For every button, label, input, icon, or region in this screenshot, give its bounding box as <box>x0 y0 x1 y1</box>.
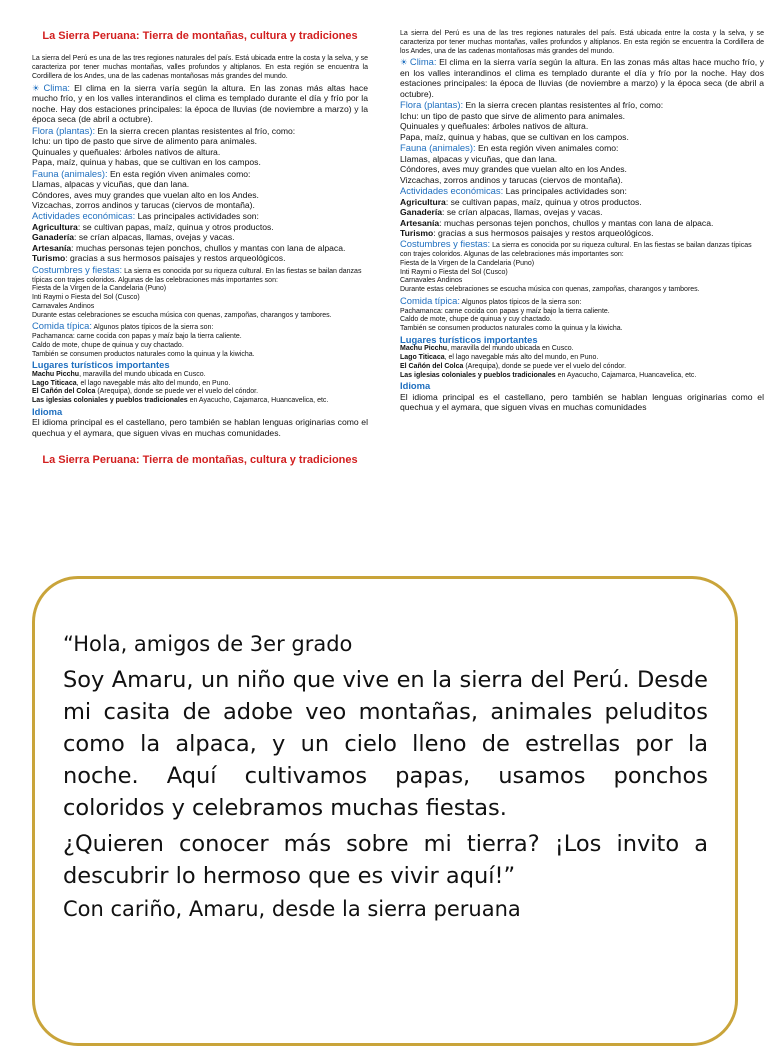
idioma-section: Idioma <box>400 380 431 392</box>
list-item: Quinuales y queñuales: árboles nativos de altura. <box>400 121 589 132</box>
fauna-section: Fauna (animales): En esta región viven animales como: <box>32 167 251 179</box>
list-item: Las iglesias coloniales y pueblos tradicionales en Ayacucho, Cajamarca, Huancavelica, etc. <box>32 397 329 405</box>
list-item: Carnavales Andinos <box>400 277 463 285</box>
cost-section: Costumbres y fiestas: La sierra es conocida por su riqueza cultural. En las fiestas se bailan danzas típicas con trajes coloridos. Algunas de las celebraciones más importantes son: <box>400 238 752 259</box>
list-item: Durante estas celebraciones se escucha música con quenas, zampoñas, charangos y tambores. <box>400 286 700 294</box>
list-item: Cóndores, aves muy grandes que vuelan alto en los Andes. <box>400 164 627 175</box>
comida-section: Comida típica: Algunos platos típicos de la sierra son: <box>400 294 582 306</box>
list-item: Vizcachas, zorros andinos y tarucas (ciervos de montaña). <box>400 174 623 185</box>
right-column <box>400 30 764 413</box>
list-item: Papa, maíz, quinua y habas, que se cultivan en los campos. <box>32 157 261 168</box>
list-item: Artesanía: muchas personas tejen ponchos, chullos y mantas con lana de alpaca. <box>32 242 346 253</box>
intro-paragraph: La sierra del Perú es una de las tres regiones naturales del país. Está ubicada entre la costa y la selva, y se caracteriza por tener muchas montañas, valles profundos y altiplanos. En esta región se encuentra la Cordillera de los Andes, una de las cadenas montañosas más grandes del mundo. <box>400 30 764 55</box>
list-item: Machu Picchu, maravilla del mundo ubicada en Cusco. <box>32 370 206 378</box>
left-column <box>32 30 368 480</box>
list-item: Lago Titicaca, el lago navegable más alto del mundo, en Puno. <box>400 354 599 362</box>
document-title: La Sierra Peruana: Tierra de montañas, cultura y tradiciones <box>42 30 358 42</box>
flora-section: Flora (plantas): En la sierra crecen plantas resistentes al frío, como: <box>32 124 296 136</box>
list-item: Durante estas celebraciones se escucha música con quenas, zampoñas, charangos y tambores. <box>32 311 332 319</box>
letter-greeting: “Hola, amigos de 3er grado <box>63 632 353 656</box>
list-item: Ganadería: se crían alpacas, llamas, ovejas y vacas. <box>32 232 235 243</box>
list-item: Fiesta de la Virgen de la Candelaria (Puno) <box>32 285 167 293</box>
list-item: Papa, maíz, quinua y habas, que se cultivan en los campos. <box>400 131 629 142</box>
list-item: Ganadería: se crían alpacas, llamas, ovejas y vacas. <box>400 207 603 218</box>
list-item: Fiesta de la Virgen de la Candelaria (Puno) <box>400 259 535 267</box>
idioma-paragraph: El idioma principal es el castellano, pero también se hablan lenguas originarias como el quechua y el aymara, que siguen vivas en muchas comunidades. <box>32 417 368 438</box>
list-item: Machu Picchu, maravilla del mundo ubicada en Cusco. <box>400 345 574 353</box>
letter-text <box>63 632 708 921</box>
list-item: Ichu: un tipo de pasto que sirve de alimento para animales. <box>400 110 626 121</box>
document-title-repeat: La Sierra Peruana: Tierra de montañas, cultura y tradiciones <box>42 454 358 467</box>
list-item: También se consumen productos naturales como la quinua y la kiwicha. <box>400 325 623 333</box>
list-item: Cóndores, aves muy grandes que vuelan alto en los Andes. <box>32 189 259 200</box>
idioma-paragraph: El idioma principal es el castellano, pero también se hablan lenguas originarias como el quechua y el aymara, que siguen vivas en muchas comunidades <box>400 391 764 413</box>
list-item: También se consumen productos naturales como la quinua y la kiwicha. <box>32 350 255 358</box>
fauna-section: Fauna (animales): En esta región viven animales como: <box>400 142 619 154</box>
list-item: Llamas, alpacas y vicuñas, que dan lana. <box>400 153 558 164</box>
list-item: Inti Raymi o Fiesta del Sol (Cusco) <box>400 268 508 276</box>
clima-section: ☀ Clima: El clima en la sierra varía según la altura. En las zonas más altas hace mucho frío, y en los valles interandinos el clima es templado durante el día y frío por la noche. Hay dos estaciones principales: la época de lluvias (de noviembre a marzo) y la época seca (de abril a octubre). <box>32 81 368 125</box>
list-item: Pachamanca: carne cocida con papas y maíz bajo la tierra caliente. <box>400 307 610 315</box>
clima-label: Clima: <box>43 81 71 93</box>
list-item: Inti Raymi o Fiesta del Sol (Cusco) <box>32 294 140 302</box>
comida-section: Comida típica: Algunos platos típicos de la sierra son: <box>32 320 214 332</box>
list-item: Lago Titicaca, el lago navegable más alto del mundo, en Puno. <box>32 379 231 387</box>
cost-section: Costumbres y fiestas: La sierra es conocida por su riqueza cultural. En las fiestas se bailan danzas típicas con trajes coloridos. Algunas de las celebraciones más importantes son: <box>32 263 362 284</box>
list-item: Turismo: gracias a sus hermosos paisajes y restos arqueológicos. <box>32 253 286 264</box>
flora-section: Flora (plantas): En la sierra crecen plantas resistentes al frío, como: <box>400 99 664 111</box>
clima-section: ☀ Clima: El clima en la sierra varía según la altura. En las zonas más altas hace mucho frío, y en los valles interandinos el clima es templado durante el día y frío por la noche. Hay dos estaciones principales: la época de lluvias (de noviembre a marzo) y la época seca (de abril a octubre). <box>400 56 764 99</box>
list-item: Agricultura: se cultivan papas, maíz, quinua y otros productos. <box>400 196 642 207</box>
list-item: El Cañón del Colca (Arequipa), donde se puede ver el vuelo del cóndor. <box>32 388 259 396</box>
list-item: Turismo: gracias a sus hermosos paisajes y restos arqueológicos. <box>400 228 654 238</box>
sun-icon: ☀ <box>400 57 408 68</box>
letter-body: Soy Amaru, un niño que vive en la sierra del Perú. Desde mi casita de adobe veo montañas, animales peluditos como la alpaca, y un cielo lleno de estrellas por la noche. Aquí cultivamos papas, usamos ponchos coloridos y celebramos muchas fiestas. <box>63 667 708 821</box>
lugares-section: Lugares turísticos importantes <box>400 333 538 345</box>
list-item: Caldo de mote, chupe de quinua y cuy chactado. <box>32 341 184 349</box>
sun-icon: ☀ <box>32 82 42 93</box>
list-item: Quinuales y queñuales: árboles nativos de altura. <box>32 146 221 157</box>
list-item: Ichu: un tipo de pasto que sirve de alimento para animales. <box>32 136 258 147</box>
list-item: Agricultura: se cultivan papas, maíz, quinua y otros productos. <box>32 221 274 232</box>
letter-invite: ¿Quieren conocer más sobre mi tierra? ¡Los invito a descubrir lo hermoso que es vivir aquí!” <box>63 830 708 889</box>
list-item: Llamas, alpacas y vicuñas, que dan lana. <box>32 179 190 190</box>
intro-paragraph: La sierra del Perú es una de las tres regiones naturales del país. Está ubicada entre la costa y la selva, y se caracteriza por tener muchas montañas, valles profundos y altiplanos. En esta región se encuentra la Cordillera de los Andes, una de las cadenas montañosas más grandes del mundo. <box>32 55 368 80</box>
letter-closing: Con cariño, Amaru, desde la sierra peruana <box>63 896 521 921</box>
list-item: Carnavales Andinos <box>32 302 95 310</box>
list-item: Pachamanca: carne cocida con papas y maíz bajo la tierra caliente. <box>32 333 242 341</box>
list-item: El Cañón del Colca (Arequipa), donde se puede ver el vuelo del cóndor. <box>400 362 627 370</box>
lugares-section: Lugares turísticos importantes <box>32 359 170 371</box>
list-item: Las iglesias coloniales y pueblos tradicionales en Ayacucho, Cajamarca, Huancavelica, etc. <box>400 371 697 379</box>
idioma-section: Idioma <box>32 405 63 417</box>
list-item: Vizcachas, zorros andinos y tarucas (ciervos de montaña). <box>32 199 255 210</box>
activ-section: Actividades económicas: Las principales actividades son: <box>400 185 627 197</box>
activ-section: Actividades económicas: Las principales actividades son: <box>32 210 259 222</box>
list-item: Artesanía: muchas personas tejen ponchos, chullos y mantas con lana de alpaca. <box>400 217 714 228</box>
list-item: Caldo de mote, chupe de quinua y cuy chactado. <box>400 316 552 324</box>
